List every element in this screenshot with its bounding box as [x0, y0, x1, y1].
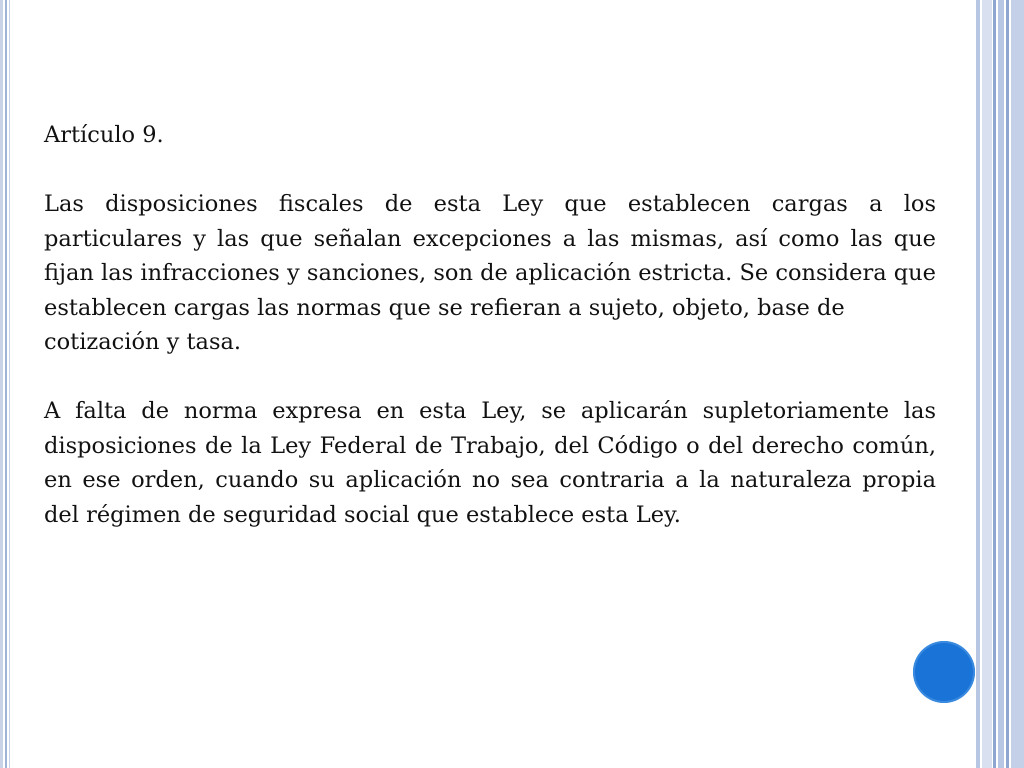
paragraph-1-continuation: cotización y tasa.: [44, 329, 242, 355]
right-border-line: [998, 0, 1004, 768]
right-border-line: [1006, 0, 1009, 768]
paragraph-2: A falta de norma expresa en esta Ley, se aplicarán supletoriamente las disposiciones de la Ley Federal de Trabajo, del Código o del derecho común, en ese orden, cuando su aplicación no sea contraria a la naturaleza propia del régimen de seguridad social que establece esta Ley.: [44, 398, 936, 528]
left-border-decoration: [0, 0, 14, 768]
paragraph-1: Las disposiciones fiscales de esta Ley que establecen cargas a los particulares y las que señalan excepciones a las mismas, así como las que fijan las infracciones y sanciones, son de aplicación estricta. Se considera que establecen cargas las normas que se refieran a sujeto, objeto, base de: [44, 191, 936, 321]
left-border-line: [0, 0, 3, 768]
right-border-line: [982, 0, 992, 768]
right-border-decoration: [976, 0, 1024, 768]
article-heading: Artículo 9.: [44, 122, 164, 148]
slide-body: [44, 118, 936, 532]
right-border-line: [993, 0, 996, 768]
right-border-line: [1011, 0, 1024, 768]
decorative-circle: [913, 641, 975, 703]
spacer: [44, 360, 936, 395]
right-border-line: [976, 0, 980, 768]
left-border-line: [9, 0, 10, 768]
spacer: [44, 153, 936, 188]
left-border-line: [5, 0, 7, 768]
